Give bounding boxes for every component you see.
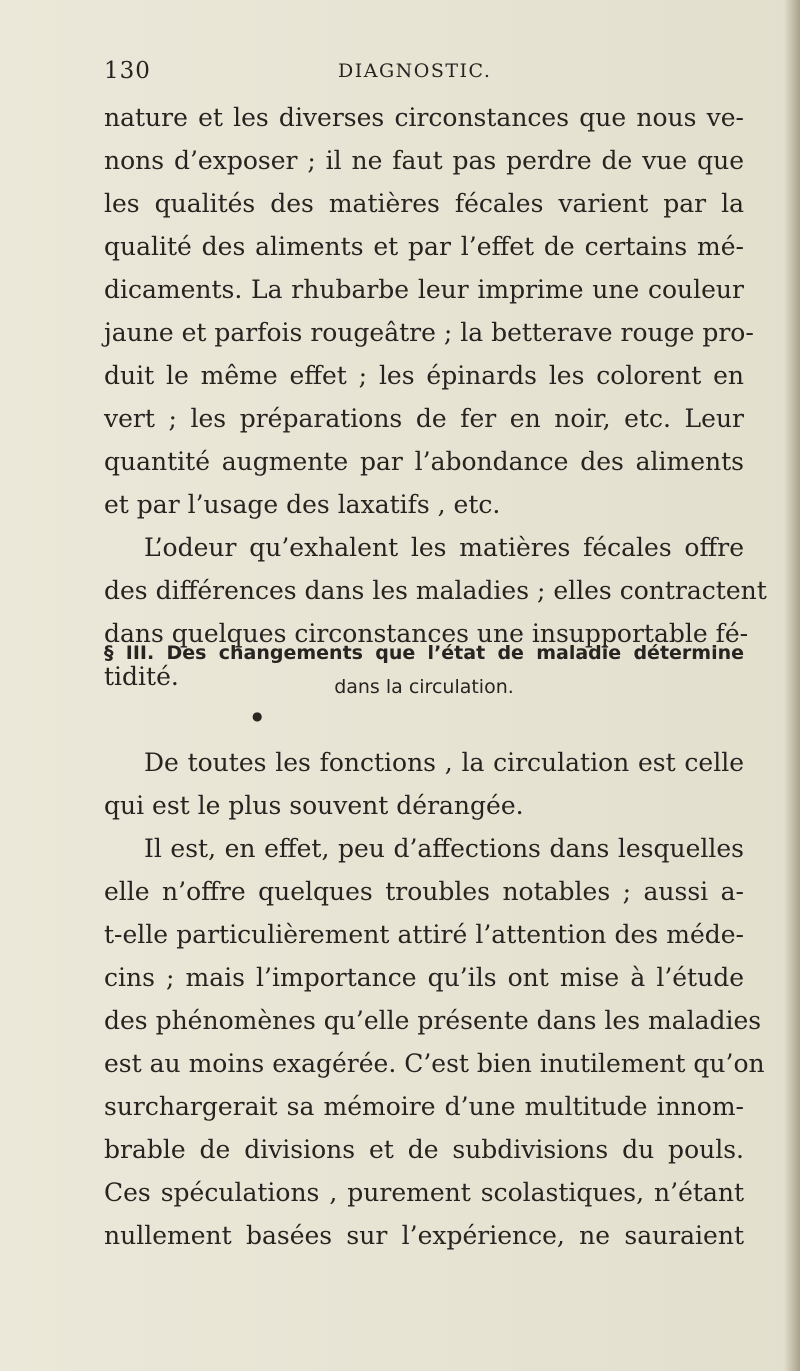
running-title: DIAGNOSTIC.	[338, 60, 492, 82]
text-line: et par l’usage des laxatifs , etc.	[104, 490, 501, 519]
text-line: duit le même effet ; les épinards les colorent en	[104, 361, 744, 390]
text-line: dans quelques circonstances une insupportable fé-	[104, 619, 749, 648]
text-line: vert ; les préparations de fer en noir, etc. Leur	[104, 404, 744, 433]
bullet-mark: ●	[252, 709, 263, 723]
text-line: dicaments. La rhubarbe leur imprime une couleur	[104, 275, 744, 304]
section-subtitle: dans la circulation.	[334, 676, 514, 698]
text-line: Ces spéculations , purement scolastiques, n’étant	[104, 1178, 744, 1207]
body-text-bottom	[104, 741, 765, 1257]
page-edge-shadow	[784, 0, 800, 1371]
text-line: est au moins exagérée. C’est bien inutilement qu’on	[104, 1049, 765, 1078]
page-header	[104, 58, 744, 90]
text-line: jaune et parfois rougeâtre ; la betterave rouge pro-	[104, 318, 754, 347]
text-line: qui est le plus souvent dérangée.	[104, 791, 524, 820]
text-line: qualité des aliments et par l’effet de certains mé-	[104, 232, 744, 261]
text-line: nons d’exposer ; il ne faut pas perdre de vue que	[104, 146, 744, 175]
text-line: De toutes les fonctions , la circulation est celle	[144, 748, 744, 777]
text-line: tidité.	[104, 662, 179, 691]
text-line: nature et les diverses circonstances que nous ve-	[104, 103, 744, 132]
text-line: cins ; mais l’importance qu’ils ont mise à l’étude	[104, 963, 744, 992]
section-heading	[104, 636, 744, 704]
body-text-top	[104, 96, 767, 698]
text-line: t-elle particulièrement attiré l’attention des méde-	[104, 920, 744, 949]
text-line: nullement basées sur l’expérience, ne sauraient	[104, 1221, 744, 1250]
text-line: L’odeur qu’exhalent les matières fécales offre	[144, 533, 744, 562]
section-title: § III. Des changements que l’état de maladie détermine	[104, 642, 744, 664]
text-line: elle n’offre quelques troubles notables ; aussi a-	[104, 877, 744, 906]
text-line: des différences dans les maladies ; elles contractent	[104, 576, 767, 605]
text-line: les qualités des matières fécales varient par la	[104, 189, 744, 218]
text-line: quantité augmente par l’abondance des aliments	[104, 447, 744, 476]
text-line: surchargerait sa mémoire d’une multitude innom-	[104, 1092, 744, 1121]
text-line: Il est, en effet, peu d’affections dans lesquelles	[144, 834, 744, 863]
text-line: brable de divisions et de subdivisions du pouls.	[104, 1135, 744, 1164]
text-line: des phénomènes qu’elle présente dans les maladies	[104, 1006, 762, 1035]
page-number: 130	[104, 58, 151, 84]
